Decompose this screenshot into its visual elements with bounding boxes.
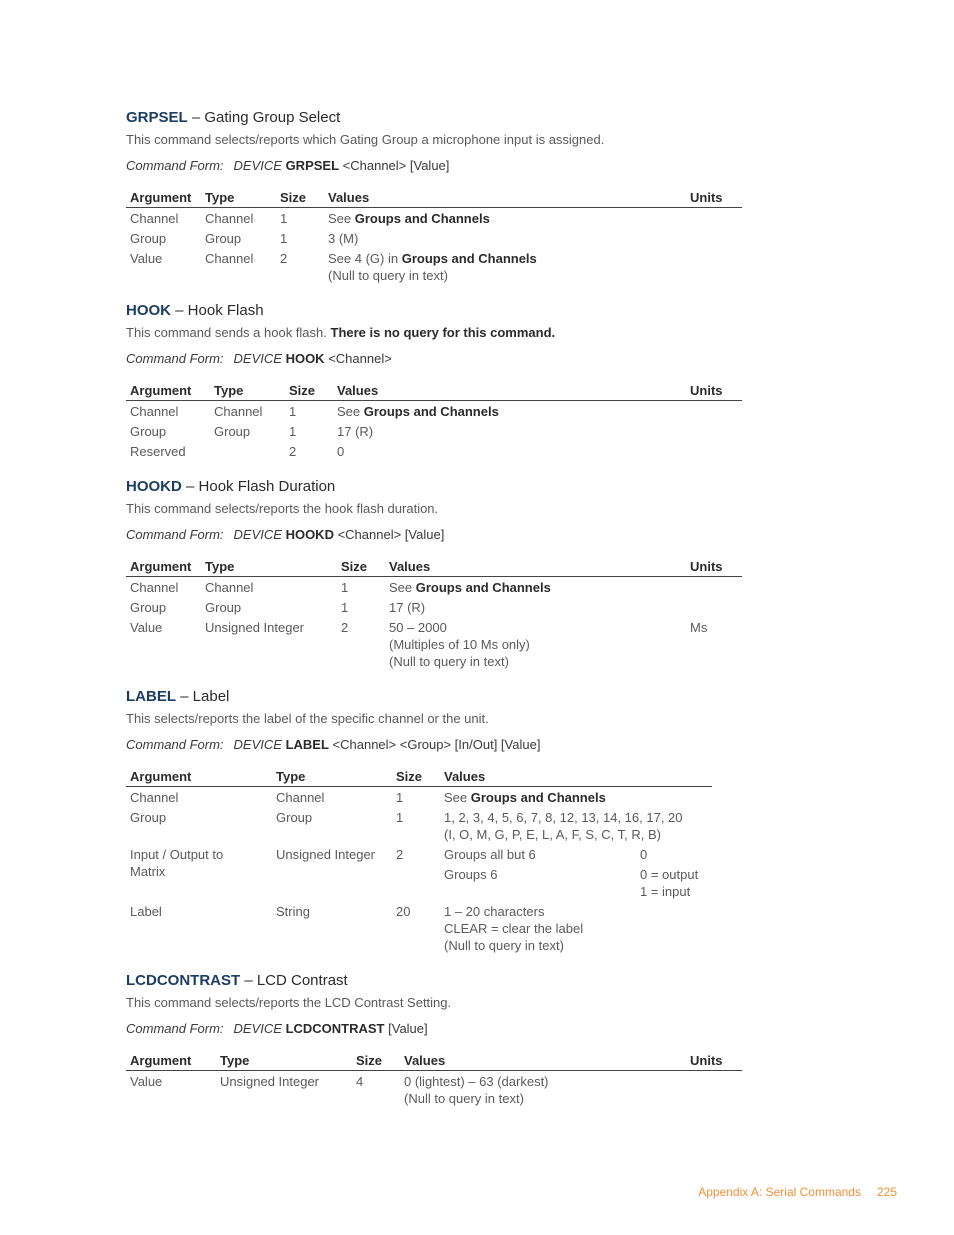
cell-size: 4 — [356, 1074, 364, 1089]
column-header: Units — [686, 381, 742, 401]
column-header: Argument — [126, 188, 201, 208]
cell-values: 17 (R) — [389, 600, 426, 615]
table-header-row — [126, 381, 742, 401]
column-header: Size — [337, 557, 385, 577]
argument-table — [126, 188, 742, 285]
column-header: Type — [201, 188, 276, 208]
cell-argument: Group — [130, 600, 167, 615]
page-number: 225 — [876, 1185, 897, 1199]
command-form: Command Form: DEVICE HOOKD <Channel> [Value] — [126, 527, 445, 542]
cell-size: 1 — [280, 231, 288, 246]
cell-values: 0 — [337, 444, 345, 459]
column-header: Units — [686, 557, 742, 577]
cell-argument: Value — [130, 620, 163, 635]
cell-type: Unsigned Integer — [276, 847, 376, 862]
section-title: GRPSEL – Gating Group Select — [126, 109, 341, 126]
cell-argument: Group — [130, 424, 167, 439]
command-form: Command Form: DEVICE GRPSEL <Channel> [Value] — [126, 158, 450, 173]
page-footer — [698, 1184, 897, 1201]
table-header-row — [126, 188, 742, 208]
column-header: Values — [385, 557, 686, 577]
cell-type: Channel — [205, 251, 254, 266]
cell-values: See 4 (G) in Groups and Channels (Null to query in text) — [328, 251, 537, 283]
cell-units — [686, 1071, 742, 1109]
table-row — [126, 597, 742, 617]
cell-argument: Input / Output to Matrix — [130, 847, 224, 879]
command-form: Command Form: DEVICE LABEL <Channel> <Group> [In/Out] [Value] — [126, 737, 541, 752]
footer-chapter-title: Appendix A: Serial Commands — [698, 1185, 861, 1199]
section-description: This command selects/reports the LCD Contrast Setting. — [126, 995, 452, 1010]
cell-type: Group — [205, 231, 242, 246]
document-page — [126, 108, 746, 1124]
column-header: Type — [201, 557, 337, 577]
cell-argument: Value — [130, 251, 163, 266]
cell-type: String — [276, 904, 310, 919]
command-form: Command Form: DEVICE HOOK <Channel> — [126, 351, 392, 366]
column-header: Units — [686, 188, 742, 208]
cell-size: 1 — [280, 211, 288, 226]
column-header: Size — [392, 767, 440, 787]
section-description: This command selects/reports which Gating Group a microphone input is assigned. — [126, 132, 605, 147]
cell-type: Group — [214, 424, 251, 439]
cell-type: Channel — [205, 211, 254, 226]
table-row — [126, 401, 742, 422]
column-header: Size — [276, 188, 324, 208]
command-form: Command Form: DEVICE LCDCONTRAST [Value] — [126, 1021, 428, 1036]
cell-size: 20 — [396, 904, 411, 919]
cell-values: See Groups and Channels — [389, 580, 551, 595]
cell-values: Groups all but 6 Groups 6 — [444, 847, 536, 882]
cell-argument: Channel — [130, 404, 179, 419]
argument-table — [126, 1051, 742, 1108]
section-title: HOOKD – Hook Flash Duration — [126, 478, 336, 495]
cell-values: 0 (lightest) – 63 (darkest) (Null to query in text) — [404, 1074, 549, 1106]
cell-units — [686, 228, 742, 248]
table-row — [126, 807, 712, 844]
section-grpsel — [126, 108, 746, 285]
cell-size: 1 — [396, 790, 404, 805]
cell-type: Channel — [214, 404, 263, 419]
cell-size: 2 — [396, 847, 404, 862]
cell-values: 3 (M) — [328, 231, 359, 246]
table-row — [126, 441, 742, 461]
table-row — [126, 421, 742, 441]
cell-size: 1 — [289, 404, 297, 419]
cell-units: Ms — [690, 620, 708, 635]
cell-type — [210, 441, 285, 461]
cell-size: 1 — [341, 580, 349, 595]
cell-units — [686, 208, 742, 229]
cell-values: 1 – 20 characters CLEAR = clear the label (Null to query in text) — [444, 904, 584, 953]
table-row — [126, 617, 742, 671]
column-header: Units — [686, 1051, 742, 1071]
cell-type: Group — [276, 810, 313, 825]
table-header-row — [126, 1051, 742, 1071]
column-header: Type — [210, 381, 285, 401]
column-header: Argument — [126, 381, 210, 401]
cell-argument: Group — [130, 231, 167, 246]
table-row — [126, 208, 742, 229]
cell-values-sub: 0 0 = output 1 = input — [640, 847, 699, 899]
section-hookd — [126, 477, 746, 671]
column-header: Values — [440, 767, 712, 787]
cell-size: 2 — [280, 251, 288, 266]
cell-argument: Channel — [130, 790, 179, 805]
column-header: Argument — [126, 557, 201, 577]
table-row — [126, 248, 742, 285]
cell-units — [686, 401, 742, 422]
section-description: This command selects/reports the hook flash duration. — [126, 501, 439, 516]
column-header: Type — [216, 1051, 352, 1071]
cell-type: Channel — [205, 580, 254, 595]
argument-table — [126, 767, 712, 955]
column-header: Argument — [126, 1051, 216, 1071]
section-description: This command sends a hook flash. There is no query for this command. — [126, 325, 556, 340]
cell-argument: Group — [130, 810, 167, 825]
cell-argument: Channel — [130, 211, 179, 226]
column-header: Values — [333, 381, 686, 401]
table-header-row — [126, 557, 742, 577]
section-description: This selects/reports the label of the specific channel or the unit. — [126, 711, 489, 726]
argument-table — [126, 381, 742, 461]
table-row — [126, 901, 712, 955]
cell-size: 2 — [289, 444, 297, 459]
column-header: Argument — [126, 767, 272, 787]
section-label — [126, 687, 746, 955]
cell-size: 1 — [396, 810, 404, 825]
cell-values: See Groups and Channels — [328, 211, 490, 226]
cell-values: 1, 2, 3, 4, 5, 6, 7, 8, 12, 13, 14, 16, 17, 20 (I, O, M, G, P, E, L, A, F, S, C, T, R, B) — [444, 810, 683, 842]
table-row — [126, 228, 742, 248]
table-header-row — [126, 767, 712, 787]
column-header: Size — [352, 1051, 400, 1071]
cell-type: Unsigned Integer — [205, 620, 305, 635]
cell-size: 1 — [341, 600, 349, 615]
cell-units — [686, 441, 742, 461]
section-title: HOOK – Hook Flash — [126, 302, 264, 319]
section-hook — [126, 301, 746, 461]
cell-type: Group — [205, 600, 242, 615]
cell-size: 2 — [341, 620, 349, 635]
section-title: LABEL – Label — [126, 688, 230, 705]
column-header: Size — [285, 381, 333, 401]
argument-table — [126, 557, 742, 671]
table-row — [126, 844, 712, 901]
cell-argument: Value — [130, 1074, 163, 1089]
section-title: LCDCONTRAST – LCD Contrast — [126, 972, 348, 989]
table-row — [126, 787, 712, 808]
cell-type: Channel — [276, 790, 325, 805]
section-lcdcontrast — [126, 971, 746, 1108]
cell-argument: Reserved — [130, 444, 186, 459]
cell-values: 17 (R) — [337, 424, 374, 439]
cell-argument: Label — [130, 904, 162, 919]
column-header: Type — [272, 767, 392, 787]
cell-type: Unsigned Integer — [220, 1074, 320, 1089]
cell-units — [686, 248, 742, 285]
cell-argument: Channel — [130, 580, 179, 595]
table-row — [126, 577, 742, 598]
column-header: Values — [400, 1051, 686, 1071]
cell-units — [686, 577, 742, 598]
cell-units — [686, 597, 742, 617]
cell-values: 50 – 2000 (Multiples of 10 Ms only) (Null to query in text) — [389, 620, 530, 669]
table-row — [126, 1071, 742, 1109]
cell-values: See Groups and Channels — [337, 404, 499, 419]
cell-units — [686, 421, 742, 441]
column-header: Values — [324, 188, 686, 208]
cell-size: 1 — [289, 424, 297, 439]
cell-values: See Groups and Channels — [444, 790, 606, 805]
